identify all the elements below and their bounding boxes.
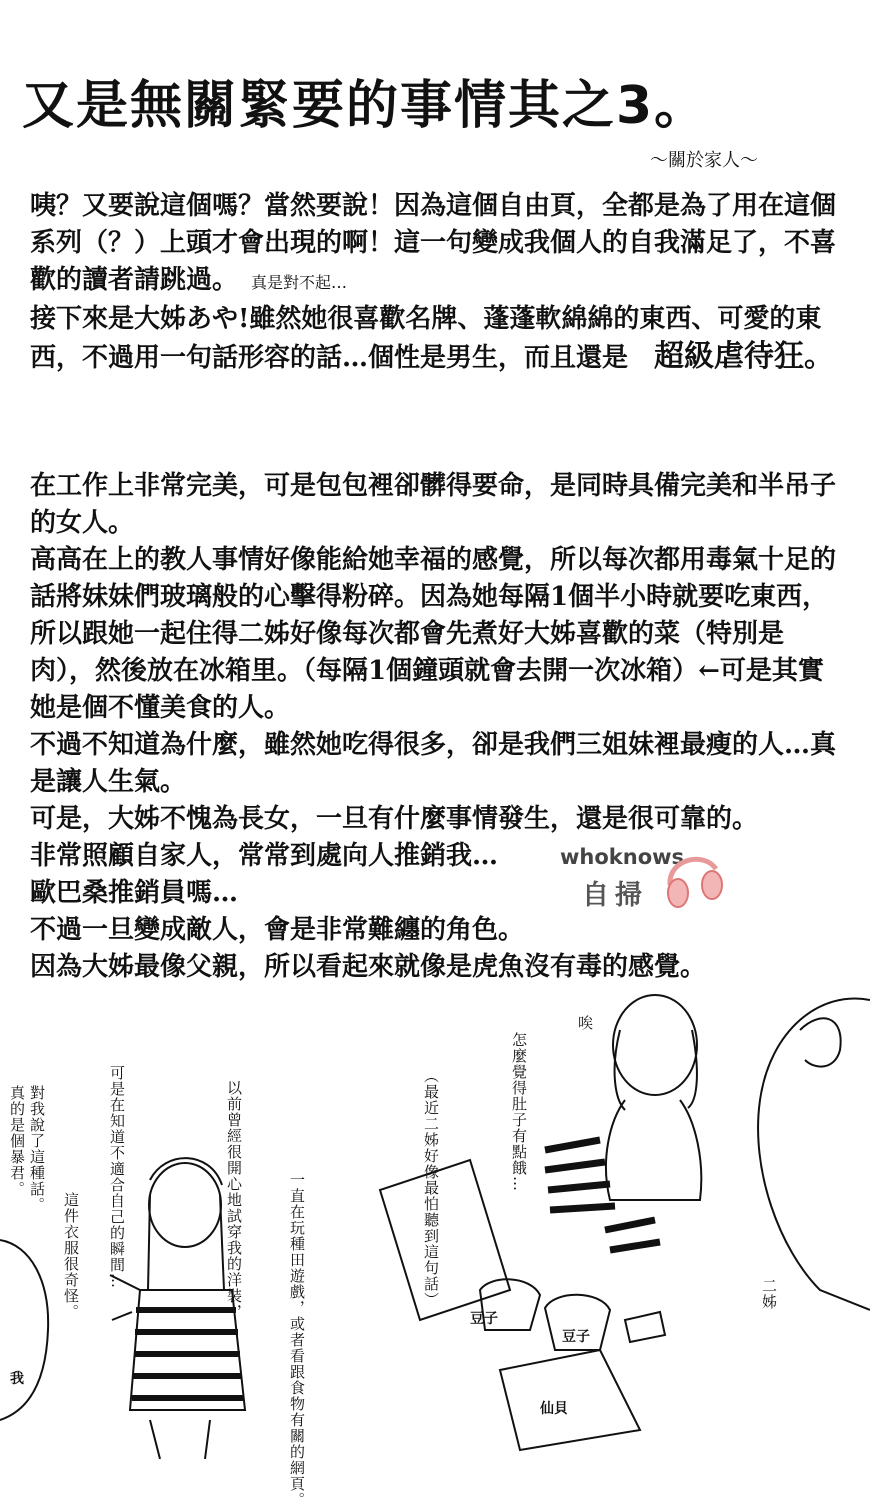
narration-tyrant-b: 真的是個暴君。	[8, 1085, 26, 1197]
paragraph: 可是，大姊不愧為長女，一旦有什麼事情發生，還是很可靠的。	[30, 804, 759, 834]
second-sister-head	[613, 995, 697, 1095]
apology-aside: 真是對不起…	[251, 273, 348, 292]
paragraph: 在工作上非常完美，可是包包裡卻髒得要命，是同時具備完美和半吊子的女人。	[30, 471, 837, 538]
paragraph: 接下來是大姊あや!雖然她很喜歡名牌、蓬蓬軟綿綿的東西、可愛的東西，不過用一句話形容的話…個性是男生，而且還是 超級虐待狂。	[30, 304, 835, 374]
label-beans-1: 豆子	[470, 1311, 498, 1327]
page-title: 又是無關緊要的事情其之3。	[22, 76, 709, 136]
label-rice-cracker: 仙貝	[540, 1401, 568, 1417]
paragraph: 非常照顧自家人，常常到處向人推銷我…	[30, 841, 499, 871]
sigh-text: 唉	[576, 1015, 594, 1031]
emphasis-text: 超級虐待狂。	[654, 339, 835, 374]
paragraph: 不過一旦變成敵人，會是非常難纏的角色。	[30, 915, 525, 945]
rice-cracker-bag	[500, 1350, 640, 1450]
label-beans-2: 豆子	[562, 1329, 590, 1345]
headphones-icon	[660, 847, 730, 917]
scanlation-credit	[560, 845, 730, 915]
paragraph: 因為大姊最像父親，所以看起來就像是虎魚沒有毒的感覺。	[30, 952, 707, 982]
wrapper	[625, 1312, 665, 1342]
left-edge-figure	[0, 1240, 48, 1420]
narration-moment: 可是在知道不適合自己的瞬間…	[108, 1065, 126, 1289]
credit-label: 自掃	[582, 880, 648, 911]
paragraph: 高高在上的教人事情好像能給她幸福的感覺，所以每次都用毒氣十足的話將妹妹們玻璃般的心擊得粉碎。因為她每隔1個半小時就要吃東西，所以跟她一起住得二姊好像每次都會先煮好大姊喜歡的菜（特別是肉），然後放在冰箱里。（每隔1個鐘頭就會去開一次冰箱）←可是其實她是個不懂美食的人。	[30, 545, 837, 723]
text-block-intro	[30, 188, 845, 377]
aside-second-sister: （最近二姊好像最怕聽到這句話）	[422, 1068, 440, 1308]
narration-tyrant: 對我說了這種話。	[28, 1085, 46, 1213]
narration-farming-game: 一直在玩種田遊戲，或者看跟食物有關的網頁。	[288, 1172, 306, 1508]
paragraph: 歐巴桑推銷員嗎…	[30, 878, 239, 908]
paragraph: 不過不知道為什麼，雖然她吃得很多，卻是我們三姐妹裡最瘦的人…真是讓人生氣。	[30, 730, 837, 797]
narration-tried-on: 以前曾經很開心地試穿我的洋裝，	[225, 1080, 243, 1320]
speech-bubble-weird-clothes: 這件衣服很奇怪。	[62, 1192, 80, 1320]
second-sister-closeup	[758, 998, 870, 1310]
credit-group: whoknows	[560, 845, 685, 869]
page-subtitle: ～關於家人～	[650, 150, 758, 171]
second-sister-body	[606, 1100, 701, 1200]
eldest-sister-head	[149, 1163, 221, 1247]
thought-hungry: 怎麼覺得肚子有點餓…	[510, 1032, 528, 1192]
label-me: 我	[10, 1371, 24, 1387]
paragraph: 咦？又要說這個嗎？當然要說！因為這個自由頁，全都是為了用在這個系列（？）上頭才會出現的啊！這一句變成我個人的自我滿足了，不喜歡的讀者請跳過。 真是對不起…	[30, 191, 837, 295]
laptop	[380, 1160, 510, 1320]
label-second-sister: 二姊	[760, 1278, 778, 1310]
